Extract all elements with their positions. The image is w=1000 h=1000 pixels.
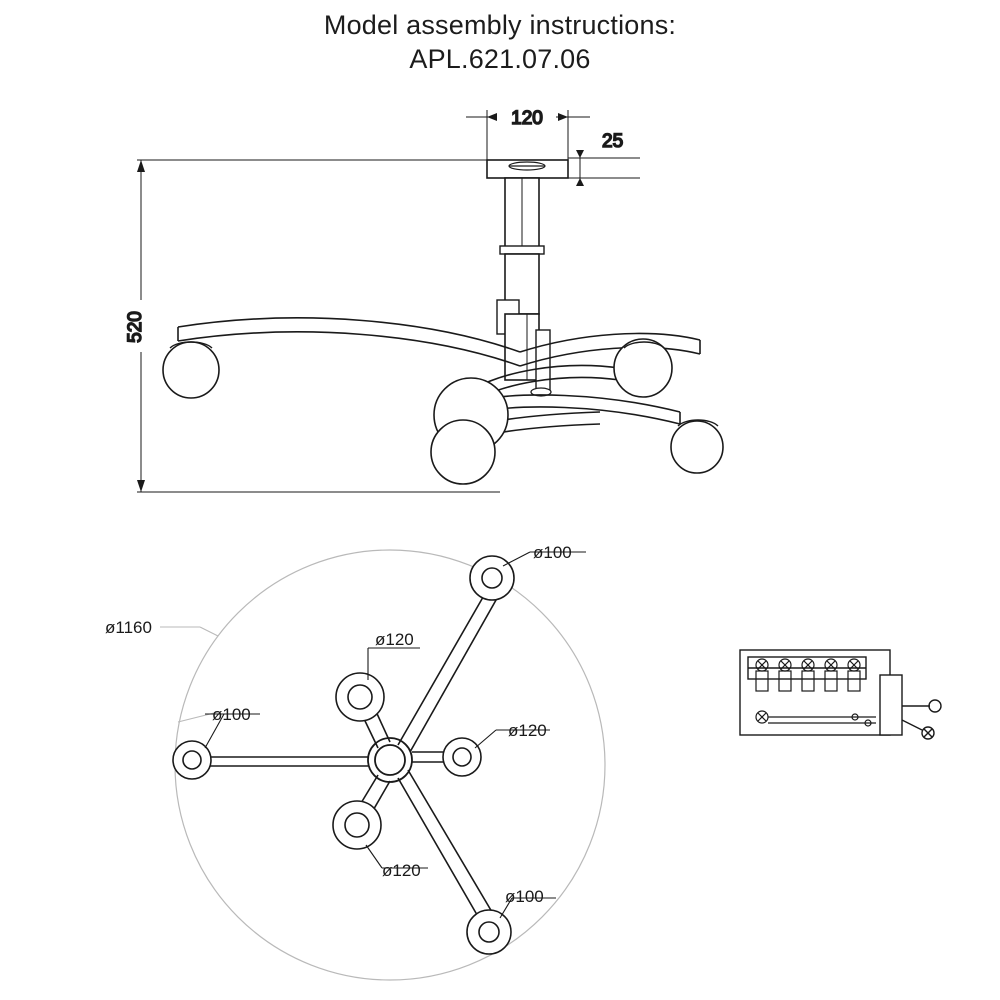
terminal-block-detail [740, 650, 941, 739]
page-title-line1: Model assembly instructions: [323, 10, 677, 40]
central-hub [368, 738, 412, 782]
globe-shades [163, 339, 723, 484]
dim-label-520: 520 [125, 311, 146, 343]
dim-label-120: 120 [511, 108, 543, 129]
dim-label-25: 25 [602, 131, 624, 152]
dim-label-d100-left: ø100 [212, 705, 251, 724]
dim-label-d120-upper-left: ø120 [375, 630, 414, 649]
arrow-head [137, 480, 145, 492]
arrow-head [576, 150, 584, 158]
arrow-head [558, 113, 568, 121]
dim-label-d100-bottom-right: ø100 [505, 887, 544, 906]
dim-label-d100-top-right: ø100 [533, 543, 572, 562]
page-title-line2: APL.621.07.06 [409, 44, 591, 74]
front-elevation-view [125, 108, 723, 492]
globe-center-lower [431, 420, 495, 484]
plan-view [105, 543, 605, 980]
ceiling-canopy [487, 160, 568, 178]
drop-rod [497, 178, 551, 396]
dim-label-d1160: ø1160 [105, 618, 152, 637]
dim-label-d120-right: ø120 [508, 721, 547, 740]
arrow-head [576, 178, 584, 186]
dim-label-d120-lower-left: ø120 [382, 861, 421, 880]
arrow-head [137, 160, 145, 172]
globe-left [163, 342, 219, 398]
globe-right-lower [671, 421, 723, 473]
arrow-head [487, 113, 497, 121]
leader-line [200, 627, 218, 636]
plan-shade-rings [173, 556, 514, 954]
